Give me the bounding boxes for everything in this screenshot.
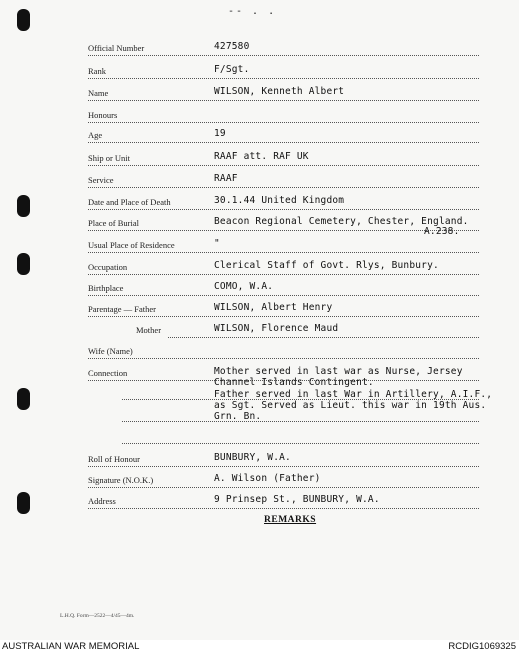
value-date-place-death: 30.1.44 United Kingdom bbox=[214, 195, 345, 206]
field-ship-or-unit bbox=[88, 151, 479, 169]
punch-hole-left-4 bbox=[17, 492, 30, 514]
label-rank: Rank bbox=[88, 66, 106, 76]
label-name: Name bbox=[88, 88, 109, 98]
value-birthplace: COMO, W.A. bbox=[214, 281, 274, 292]
field-place-of-burial bbox=[88, 216, 479, 237]
dotted-line bbox=[88, 274, 479, 275]
dotted-line bbox=[88, 209, 479, 210]
punch-hole-left-1 bbox=[17, 195, 30, 217]
connection-blank-line bbox=[122, 433, 479, 447]
value-name: WILSON, Kenneth Albert bbox=[214, 86, 345, 97]
value-signature: A. Wilson (Father) bbox=[214, 473, 321, 484]
dotted-line bbox=[88, 142, 479, 143]
field-occupation bbox=[88, 260, 479, 278]
punch-hole-left-2 bbox=[17, 253, 30, 275]
label-father: Parentage — Father bbox=[88, 304, 156, 314]
footer-bar bbox=[0, 640, 519, 654]
value-service: RAAF bbox=[214, 173, 238, 184]
field-service bbox=[88, 173, 479, 191]
footer-source: AUSTRALIAN WAR MEMORIAL bbox=[2, 641, 140, 652]
value-official-number: 427580 bbox=[214, 41, 250, 52]
value-place-of-burial: Beacon Regional Cemetery, Chester, England. bbox=[214, 216, 469, 227]
dotted-line bbox=[122, 443, 479, 444]
label-roll-of-honour: Roll of Honour bbox=[88, 454, 140, 464]
field-address bbox=[88, 494, 479, 512]
field-official-number bbox=[88, 41, 479, 59]
dotted-line bbox=[88, 55, 479, 56]
value-father: WILSON, Albert Henry bbox=[214, 302, 333, 313]
value-occupation: Clerical Staff of Govt. Rlys, Bunbury. bbox=[214, 260, 439, 271]
field-honours bbox=[88, 108, 479, 126]
dotted-line bbox=[88, 100, 479, 101]
dotted-line bbox=[88, 508, 479, 509]
value-connection-line-5: Grn. Bn. bbox=[214, 411, 262, 422]
dotted-line bbox=[88, 122, 479, 123]
label-address: Address bbox=[88, 496, 116, 506]
dotted-line bbox=[88, 78, 479, 79]
dotted-line bbox=[88, 466, 479, 467]
punch-hole-top-left bbox=[17, 9, 30, 31]
dotted-line bbox=[88, 358, 479, 359]
value-connection-line-1: Mother served in last war as Nurse, Jersey bbox=[214, 366, 463, 377]
value-connection-line-4: as Sgt. Served as Lieut. this war in 19th Aus. bbox=[214, 400, 487, 411]
value-usual-residence: " bbox=[214, 238, 220, 249]
field-roll-of-honour bbox=[88, 452, 479, 470]
label-usual-residence: Usual Place of Residence bbox=[88, 240, 175, 250]
value-burial-plot: A.238. bbox=[424, 226, 460, 237]
dotted-line bbox=[88, 165, 479, 166]
label-mother: Mother bbox=[136, 325, 162, 335]
value-mother: WILSON, Florence Maud bbox=[214, 323, 339, 334]
field-age bbox=[88, 128, 479, 146]
value-roll-of-honour: BUNBURY, W.A. bbox=[214, 452, 291, 463]
value-rank: F/Sgt. bbox=[214, 64, 250, 75]
dotted-line bbox=[88, 316, 479, 317]
label-connection: Connection bbox=[88, 368, 128, 378]
remarks-heading: REMARKS bbox=[264, 515, 317, 525]
value-connection-line-2: Channel Islands Contingent. bbox=[214, 377, 374, 388]
label-age: Age bbox=[88, 130, 103, 140]
value-ship-or-unit: RAAF att. RAF UK bbox=[214, 151, 309, 162]
punch-hole-left-3 bbox=[17, 388, 30, 410]
label-service: Service bbox=[88, 175, 114, 185]
field-wife bbox=[88, 344, 479, 362]
label-occupation: Occupation bbox=[88, 262, 128, 272]
top-mark: -- . . bbox=[228, 6, 277, 17]
label-official-number: Official Number bbox=[88, 43, 145, 53]
field-mother bbox=[88, 323, 479, 341]
dotted-line bbox=[88, 487, 479, 488]
field-father bbox=[88, 302, 479, 320]
label-birthplace: Birthplace bbox=[88, 283, 124, 293]
field-birthplace bbox=[88, 281, 479, 299]
field-name bbox=[88, 86, 479, 104]
connection-line-5 bbox=[122, 411, 479, 425]
value-age: 19 bbox=[214, 128, 226, 139]
dotted-line bbox=[168, 337, 479, 338]
field-usual-residence bbox=[88, 238, 479, 256]
label-signature: Signature (N.O.K.) bbox=[88, 475, 154, 485]
label-wife: Wife (Name) bbox=[88, 346, 133, 356]
value-address: 9 Prinsep St., BUNBURY, W.A. bbox=[214, 494, 380, 505]
field-signature bbox=[88, 473, 479, 491]
field-date-place-death bbox=[88, 195, 479, 213]
footer-record-id: RCDIG1069325 bbox=[448, 641, 516, 652]
value-connection-line-3: Father served in last War in Artillery, A.I.F., bbox=[214, 389, 493, 400]
dotted-line bbox=[88, 230, 479, 231]
dotted-line bbox=[88, 252, 479, 253]
label-date-place-death: Date and Place of Death bbox=[88, 197, 171, 207]
dotted-line bbox=[88, 295, 479, 296]
label-place-of-burial: Place of Burial bbox=[88, 218, 139, 228]
label-ship-or-unit: Ship or Unit bbox=[88, 153, 131, 163]
dotted-line bbox=[88, 187, 479, 188]
form-reference: L.H.Q. Form—2522—4/45—4m. bbox=[60, 613, 135, 619]
dotted-line bbox=[122, 421, 479, 422]
field-rank bbox=[88, 64, 479, 82]
label-honours: Honours bbox=[88, 110, 118, 120]
